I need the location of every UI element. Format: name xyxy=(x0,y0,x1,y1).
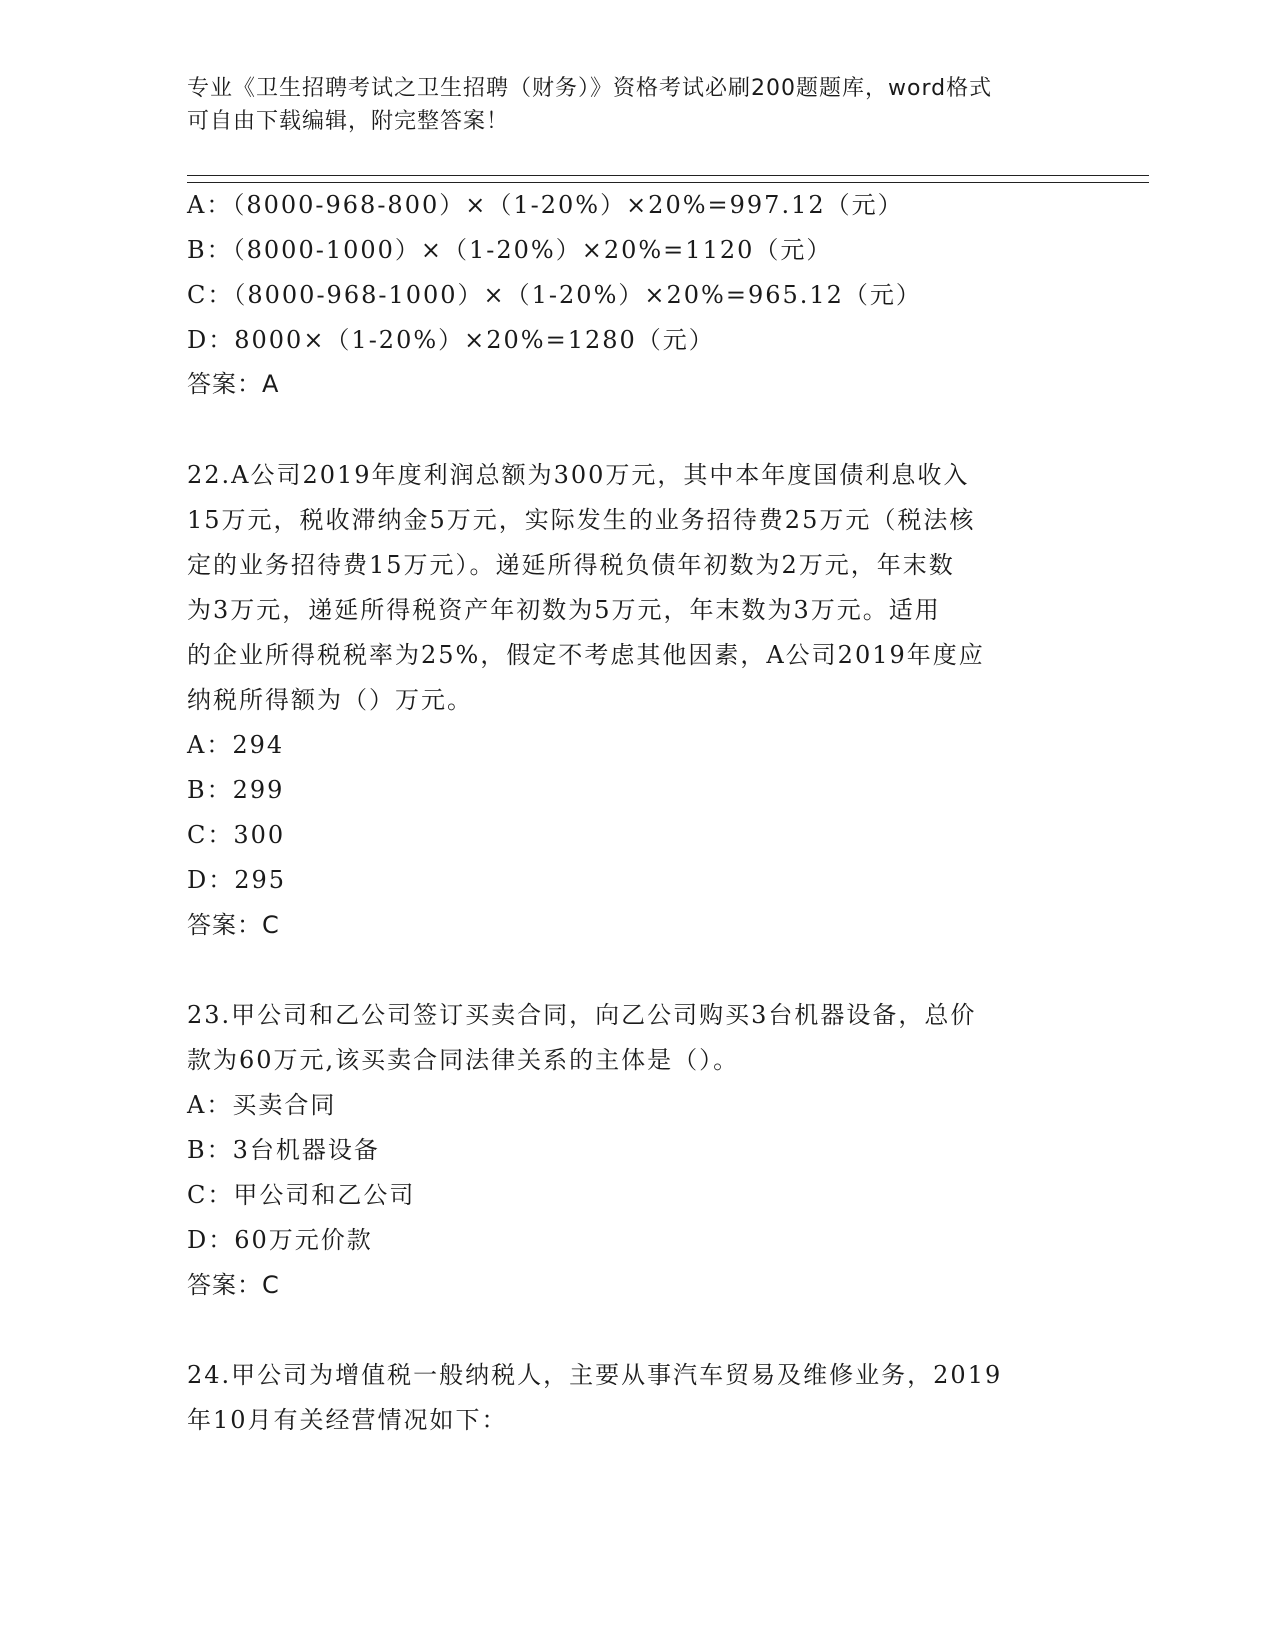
q23-answer: 答案：C xyxy=(187,1271,280,1299)
q22-stem-line-1: 22.A公司2019年度利润总额为300万元，其中本年度国债利息收入 xyxy=(187,461,970,489)
q22-option-c: C：300 xyxy=(187,821,286,849)
q22-option-a: A：294 xyxy=(187,731,285,759)
q21-option-b: B：（8000-1000）×（1-20%）×20%=1120（元） xyxy=(187,236,833,264)
q22-answer: 答案：C xyxy=(187,911,280,939)
header-line-1: 专业《卫生招聘考试之卫生招聘（财务）》资格考试必刷200题题库，word格式 xyxy=(187,76,993,101)
q23-stem-line-1: 23.甲公司和乙公司签订买卖合同，向乙公司购买3台机器设备，总价 xyxy=(187,1001,977,1029)
q22-stem-line-2: 15万元，税收滞纳金5万元，实际发生的业务招待费25万元（税法核 xyxy=(187,506,976,534)
q21-option-d: D：8000×（1-20%）×20%=1280（元） xyxy=(187,326,715,354)
q22-stem-line-4: 为3万元，递延所得税资产年初数为5万元，年末数为3万元。适用 xyxy=(187,596,941,624)
q24-stem-line-1: 24.甲公司为增值税一般纳税人，主要从事汽车贸易及维修业务，2019 xyxy=(187,1361,1003,1389)
header-divider-top xyxy=(187,175,1149,176)
q23-option-a: A：买卖合同 xyxy=(187,1091,337,1119)
header-line-2: 可自由下载编辑，附完整答案！ xyxy=(187,109,510,134)
q23-stem-line-2: 款为60万元,该买卖合同法律关系的主体是（）。 xyxy=(187,1046,740,1074)
q23-option-d: D：60万元价款 xyxy=(187,1226,373,1254)
q23-option-b: B：3台机器设备 xyxy=(187,1136,380,1164)
q21-option-c: C：（8000-968-1000）×（1-20%）×20%=965.12（元） xyxy=(187,281,922,309)
q24-stem-line-2: 年10月有关经营情况如下： xyxy=(187,1406,508,1434)
q21-answer: 答案：A xyxy=(187,370,280,398)
q21-option-a: A：（8000-968-800）×（1-20%）×20%=997.12（元） xyxy=(187,191,904,219)
q22-stem-line-3: 定的业务招待费15万元）。递延所得税负债年初数为2万元，年末数 xyxy=(187,551,955,579)
document-header xyxy=(187,72,1067,138)
q22-stem-line-6: 纳税所得额为（）万元。 xyxy=(187,686,473,714)
q23-option-c: C：甲公司和乙公司 xyxy=(187,1181,416,1209)
q22-option-d: D：295 xyxy=(187,866,287,894)
q22-option-b: B：299 xyxy=(187,776,285,804)
q22-stem-line-5: 的企业所得税税率为25%，假定不考虑其他因素，A公司2019年度应 xyxy=(187,641,985,669)
header-divider-bottom xyxy=(187,182,1149,183)
